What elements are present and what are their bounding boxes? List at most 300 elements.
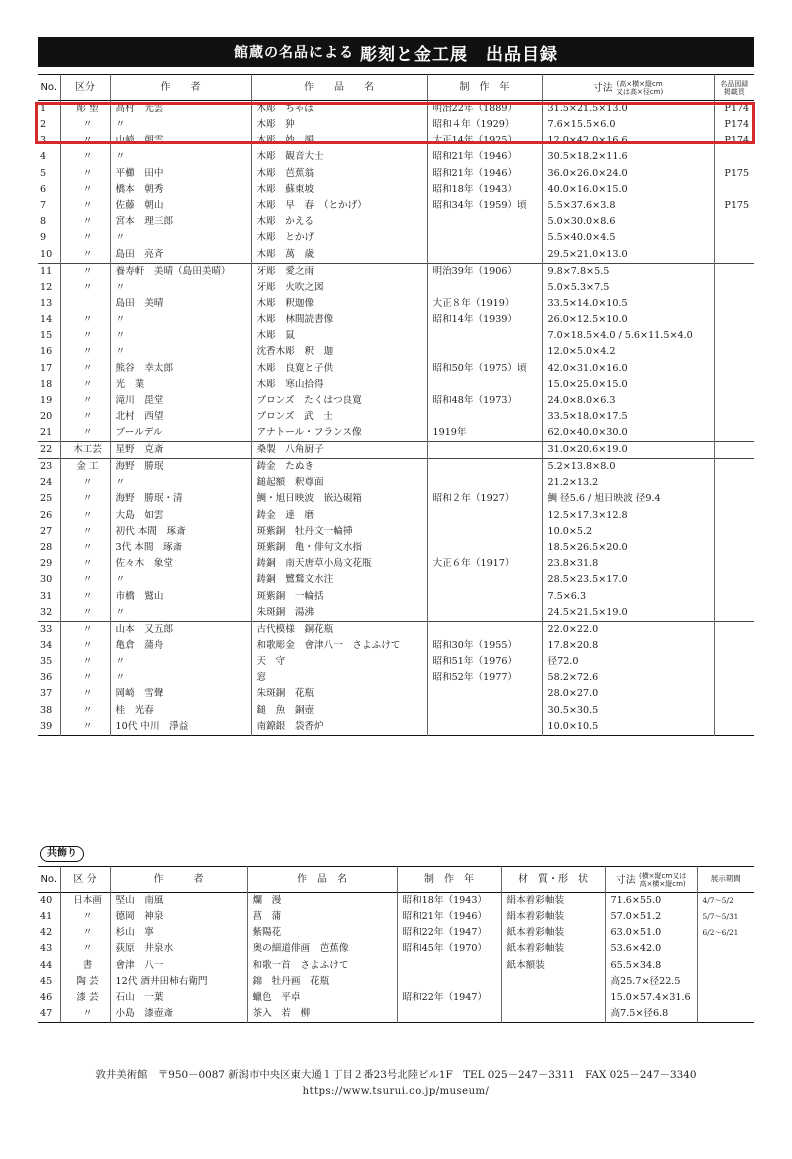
cell-no: 34 [40, 639, 53, 651]
cell-year: 昭和18年（1943） [427, 182, 542, 198]
cell-artist: 石山 一葉 [110, 990, 247, 1006]
cell-size: 40.0×16.0×15.0 [542, 182, 714, 198]
cell-artist: 佐藤 朝山 [110, 198, 251, 214]
cell-artist: 高村 光雲 [110, 101, 251, 118]
cell-artist: 島田 美晴 [110, 296, 251, 312]
cell-year [427, 280, 542, 296]
section-label-tomokazari: 共飾り [40, 846, 84, 862]
cell-no: 47 [40, 1008, 53, 1020]
cell-size: 12.0×42.0×16.6 [542, 133, 714, 149]
cell-kubun: 〃 [60, 1006, 110, 1023]
table-row [38, 393, 754, 409]
cell-material [501, 1006, 605, 1023]
cell-kubun: 〃 [60, 247, 110, 264]
table-row [38, 540, 754, 556]
cell-kubun: 〃 [60, 133, 110, 149]
cell-period: 4/7〜5/2 [697, 893, 754, 910]
cell-year [427, 508, 542, 524]
cell-year [397, 1006, 501, 1023]
cell-kubun: 〃 [60, 360, 110, 376]
header2-material: 材 質・形 状 [501, 867, 605, 893]
cell-artist: 〃 [110, 475, 251, 491]
cell-material [501, 990, 605, 1006]
header2-kubun: 区 分 [60, 867, 110, 893]
cell-work: アナトール・フランス像 [251, 425, 427, 442]
cell-page [714, 263, 754, 280]
cell-page: P174 [714, 117, 754, 133]
cell-work: 錦 牡丹画 花瓶 [247, 974, 397, 990]
cell-kubun: 〃 [60, 198, 110, 214]
table-row [38, 280, 754, 296]
cell-work: ブロンズ 武 士 [251, 409, 427, 425]
cell-no: 45 [40, 975, 53, 987]
cell-no: 21 [40, 427, 53, 439]
cell-page [714, 702, 754, 718]
cell-size: 高25.7×径22.5 [605, 974, 697, 990]
cell-year: 昭和14年（1939） [427, 312, 542, 328]
cell-work: 和歌彫金 會津八一 さよふけて [251, 638, 427, 654]
cell-material: 紙本着彩軸装 [501, 925, 605, 941]
cell-page [714, 360, 754, 376]
table-row [38, 247, 754, 264]
cell-artist: 島田 亮斉 [110, 247, 251, 264]
cell-work: 鋳金 達 磨 [251, 508, 427, 524]
cell-no: 35 [40, 655, 53, 667]
cell-year: 昭和21年（1946） [427, 166, 542, 182]
cell-work: 窓 [251, 670, 427, 686]
cell-no: 11 [38, 263, 60, 280]
cell-kubun: 〃 [60, 654, 110, 670]
cell-kubun: 〃 [60, 638, 110, 654]
cell-no: 28 [40, 542, 53, 554]
cell-kubun: 〃 [60, 719, 110, 736]
table-row [38, 909, 754, 925]
cell-no: 44 [40, 959, 53, 971]
table-row [38, 117, 754, 133]
cell-no: 10 [40, 248, 53, 260]
cell-no: 18 [40, 378, 53, 390]
cell-year [427, 247, 542, 264]
cell-page [714, 638, 754, 654]
table-row [38, 686, 754, 702]
cell-page [714, 670, 754, 686]
table-row [38, 589, 754, 605]
cell-period [697, 958, 754, 974]
banner-lead: 館蔵の名品による [234, 45, 354, 61]
cell-work: 木彫 ちゃぼ [251, 101, 427, 118]
header-work: 作 品 名 [251, 75, 427, 101]
cell-year [427, 475, 542, 491]
cell-year: 昭和22年（1947） [397, 990, 501, 1006]
cell-kubun: 〃 [60, 589, 110, 605]
table-row [38, 702, 754, 718]
cell-page [714, 572, 754, 588]
cell-artist: 〃 [110, 149, 251, 165]
cell-no: 31 [40, 590, 53, 602]
table-row [38, 230, 754, 246]
cell-no: 4 [40, 151, 47, 163]
cell-year [427, 459, 542, 476]
cell-no: 37 [40, 688, 53, 700]
cell-work: 木彫 良寛と子供 [251, 360, 427, 376]
accompanying-display-table [38, 866, 754, 1023]
table-row [38, 958, 754, 974]
table-row [38, 166, 754, 182]
table-header-row [38, 75, 754, 101]
cell-size: 22.0×22.0 [542, 621, 714, 638]
cell-artist: 市橋 鷲山 [110, 589, 251, 605]
cell-size: 7.5×6.3 [542, 589, 714, 605]
cell-year [427, 524, 542, 540]
cell-no: 26 [40, 509, 53, 521]
cell-size: 42.0×31.0×16.0 [542, 360, 714, 376]
cell-page: P174 [714, 133, 754, 149]
cell-page [714, 719, 754, 736]
cell-no: 38 [40, 704, 53, 716]
cell-year [427, 572, 542, 588]
cell-work: 斑紫銅 牡丹文一輪挿 [251, 524, 427, 540]
cell-no: 32 [40, 606, 53, 618]
cell-size: 30.5×18.2×11.6 [542, 149, 714, 165]
cell-work: 木彫 妙 韻 [251, 133, 427, 149]
cell-kubun: 〃 [60, 377, 110, 393]
cell-size: 58.2×72.6 [542, 670, 714, 686]
cell-year [427, 686, 542, 702]
header2-period: 展示期間 [697, 867, 754, 893]
table-row [38, 605, 754, 622]
table-row [38, 328, 754, 344]
cell-kubun: 書 [60, 958, 110, 974]
cell-no: 14 [40, 313, 53, 325]
cell-page [714, 442, 754, 459]
cell-period [697, 941, 754, 957]
table-row [38, 621, 754, 638]
cell-material: 絹本着彩軸装 [501, 909, 605, 925]
cell-work: 木彫 蘇東坡 [251, 182, 427, 198]
cell-no: 30 [40, 574, 53, 586]
cell-no: 5 [40, 167, 47, 179]
cell-no: 42 [40, 927, 53, 939]
cell-kubun: 〃 [60, 605, 110, 622]
cell-work: 牙彫 愛之雨 [251, 263, 427, 280]
cell-year: 昭和45年（1970） [397, 941, 501, 957]
cell-artist: 德岡 神泉 [110, 909, 247, 925]
cell-material: 紙本着彩軸装 [501, 941, 605, 957]
cell-year: 昭和18年（1943） [397, 893, 501, 910]
cell-kubun: 〃 [60, 686, 110, 702]
cell-artist: 小島 漆壺斎 [110, 1006, 247, 1023]
cell-year [427, 377, 542, 393]
cell-artist: 山本 又五郎 [110, 621, 251, 638]
cell-no: 41 [40, 911, 53, 923]
cell-year: 1919年 [427, 425, 542, 442]
cell-page [714, 182, 754, 198]
cell-artist: 荻原 井泉水 [110, 941, 247, 957]
table-row [38, 312, 754, 328]
cell-page [714, 149, 754, 165]
cell-no: 22 [38, 442, 60, 459]
cell-kubun: 〃 [60, 344, 110, 360]
cell-page [714, 280, 754, 296]
cell-artist: 堅山 南風 [110, 893, 247, 910]
cell-artist: 星野 克斎 [110, 442, 251, 459]
cell-period: 5/7〜5/31 [697, 909, 754, 925]
cell-page [714, 508, 754, 524]
cell-kubun: 〃 [60, 230, 110, 246]
table-row [38, 133, 754, 149]
header-page: 名品図録 掲載頁 [714, 75, 754, 101]
cell-kubun [60, 296, 110, 312]
cell-work: 木彫 芭蕉翁 [251, 166, 427, 182]
cell-page [714, 344, 754, 360]
cell-kubun: 〃 [60, 280, 110, 296]
cell-work: 木彫 とかげ [251, 230, 427, 246]
cell-page [714, 377, 754, 393]
cell-year: 昭和21年（1946） [397, 909, 501, 925]
cell-size: 5.5×40.0×4.5 [542, 230, 714, 246]
cell-year: 昭和22年（1947） [397, 925, 501, 941]
cell-artist: 北村 西望 [110, 409, 251, 425]
cell-year [397, 974, 501, 990]
cell-page [714, 312, 754, 328]
cell-work: 木彫 林間読書像 [251, 312, 427, 328]
header-year: 制 作 年 [427, 75, 542, 101]
cell-year [427, 621, 542, 638]
cell-period [697, 990, 754, 1006]
cell-kubun: 彫 塑 [60, 101, 110, 118]
cell-no: 6 [40, 183, 47, 195]
cell-year: 明治39年（1906） [427, 263, 542, 280]
table-row [38, 182, 754, 198]
cell-artist: 〃 [110, 230, 251, 246]
cell-no: 7 [40, 200, 47, 212]
cell-size: 29.5×21.0×13.0 [542, 247, 714, 264]
table-row [38, 214, 754, 230]
cell-page [714, 214, 754, 230]
cell-size: 33.5×18.0×17.5 [542, 409, 714, 425]
cell-work: 朱斑銅 湯沸 [251, 605, 427, 622]
cell-kubun: 〃 [60, 425, 110, 442]
cell-work: 木彫 狆 [251, 117, 427, 133]
cell-work: 紫陽花 [247, 925, 397, 941]
cell-year: 昭和30年（1955） [427, 638, 542, 654]
cell-year: 大正６年（1917） [427, 556, 542, 572]
cell-work: 沈香木彫 釈 迦 [251, 344, 427, 360]
cell-artist: 平櫛 田中 [110, 166, 251, 182]
cell-work: 鋳銅 鷺鶩文水注 [251, 572, 427, 588]
cell-size: 17.8×20.8 [542, 638, 714, 654]
cell-no: 36 [40, 672, 53, 684]
cell-year: 大正14年（1925） [427, 133, 542, 149]
table-row [38, 344, 754, 360]
cell-artist: 〃 [110, 344, 251, 360]
table-row [38, 941, 754, 957]
cell-material: 紙本額装 [501, 958, 605, 974]
cell-work: 菖 蒲 [247, 909, 397, 925]
cell-artist: 山崎 朝雲 [110, 133, 251, 149]
cell-year: 昭和52年（1977） [427, 670, 542, 686]
cell-work: 鯛・旭日映波 嵌込硯箱 [251, 491, 427, 507]
cell-year [427, 214, 542, 230]
cell-no: 25 [40, 493, 53, 505]
cell-artist: 12代 酒井田柿右衛門 [110, 974, 247, 990]
cell-artist: 〃 [110, 670, 251, 686]
cell-kubun: 〃 [60, 263, 110, 280]
cell-size: 26.0×12.5×10.0 [542, 312, 714, 328]
cell-size: 28.0×27.0 [542, 686, 714, 702]
cell-artist: 亀倉 蒲舟 [110, 638, 251, 654]
cell-artist: 佐々木 象堂 [110, 556, 251, 572]
cell-kubun: 〃 [60, 941, 110, 957]
table-row [38, 572, 754, 588]
cell-year: 昭和４年（1929） [427, 117, 542, 133]
cell-page [714, 230, 754, 246]
cell-work: 奥の細道俳画 芭蕉像 [247, 941, 397, 957]
cell-page [714, 686, 754, 702]
cell-size: 15.0×57.4×31.6 [605, 990, 697, 1006]
cell-size: 31.0×20.6×19.0 [542, 442, 714, 459]
cell-kubun: 〃 [60, 312, 110, 328]
footer-url[interactable]: https://www.tsurui.co.jp/museum/ [302, 1086, 490, 1097]
cell-page: P175 [714, 166, 754, 182]
cell-work: 桑製 八角厨子 [251, 442, 427, 459]
cell-size: 7.6×15.5×6.0 [542, 117, 714, 133]
header2-work: 作 品 名 [247, 867, 397, 893]
cell-artist: 〃 [110, 312, 251, 328]
cell-artist: 杉山 寧 [110, 925, 247, 941]
cell-no: 13 [40, 297, 53, 309]
cell-period [697, 974, 754, 990]
header-kubun: 区分 [60, 75, 110, 101]
cell-size: 71.6×55.0 [605, 893, 697, 910]
cell-year: 昭和21年（1946） [427, 149, 542, 165]
cell-no: 15 [40, 330, 53, 342]
table-row [38, 524, 754, 540]
cell-year: 昭和48年（1973） [427, 393, 542, 409]
cell-year: 昭和51年（1976） [427, 654, 542, 670]
cell-work: 牙彫 火吹之図 [251, 280, 427, 296]
cell-no: 8 [40, 216, 47, 228]
table-row [38, 360, 754, 376]
cell-kubun: 〃 [60, 491, 110, 507]
cell-period [697, 1006, 754, 1023]
cell-material [501, 974, 605, 990]
cell-kubun: 〃 [60, 556, 110, 572]
cell-artist: 熊谷 幸太郎 [110, 360, 251, 376]
cell-artist: 岡崎 雪聲 [110, 686, 251, 702]
cell-artist: 〃 [110, 328, 251, 344]
cell-kubun: 〃 [60, 572, 110, 588]
cell-size: 62.0×40.0×30.0 [542, 425, 714, 442]
cell-kubun: 〃 [60, 670, 110, 686]
cell-year [427, 442, 542, 459]
cell-year: 昭和50年（1975）頃 [427, 360, 542, 376]
cell-work: 天 守 [251, 654, 427, 670]
cell-kubun: 漆 芸 [60, 990, 110, 1006]
cell-artist: 3代 本間 琢斎 [110, 540, 251, 556]
table-row [38, 198, 754, 214]
cell-size: 10.0×10.5 [542, 719, 714, 736]
cell-size: 鯛 径5.6 / 旭日映波 径9.4 [542, 491, 714, 507]
cell-size: 5.0×30.0×8.6 [542, 214, 714, 230]
cell-year: 昭和34年（1959）頃 [427, 198, 542, 214]
cell-year: 明治22年（1889） [427, 101, 542, 118]
cell-year [427, 540, 542, 556]
exhibit-list-table [38, 74, 754, 736]
cell-size: 24.5×21.5×19.0 [542, 605, 714, 622]
cell-year [427, 230, 542, 246]
cell-artist: 海野 勝珉 [110, 459, 251, 476]
cell-year: 昭和２年（1927） [427, 491, 542, 507]
cell-work: 茶入 若 柳 [247, 1006, 397, 1023]
cell-no: 43 [40, 943, 53, 955]
catalog-banner [38, 37, 754, 67]
cell-artist: ブールデル [110, 425, 251, 442]
cell-kubun: 〃 [60, 540, 110, 556]
table-row [38, 508, 754, 524]
cell-size: 12.0×5.0×4.2 [542, 344, 714, 360]
table-row [38, 670, 754, 686]
header-size: 寸法 (高×横×縦cm 又は高×径cm) [542, 75, 714, 101]
cell-work: 南鐐銀 袋香炉 [251, 719, 427, 736]
cell-kubun: 〃 [60, 214, 110, 230]
cell-no: 12 [40, 281, 53, 293]
cell-no: 2 [40, 119, 47, 131]
cell-kubun: 日本画 [60, 893, 110, 910]
cell-page [714, 247, 754, 264]
cell-size: 5.0×5.3×7.5 [542, 280, 714, 296]
cell-no: 19 [40, 394, 53, 406]
cell-size: 30.5×30.5 [542, 702, 714, 718]
cell-no: 46 [40, 992, 53, 1004]
header2-no: No. [40, 873, 58, 885]
table2-header-row [38, 867, 754, 893]
cell-work: 朱斑銅 花瓶 [251, 686, 427, 702]
table-row [38, 893, 754, 910]
cell-no: 39 [40, 720, 53, 732]
cell-size: 28.5×23.5×17.0 [542, 572, 714, 588]
cell-kubun: 〃 [60, 925, 110, 941]
table-row [38, 556, 754, 572]
cell-work: 鎚起額 釈尊面 [251, 475, 427, 491]
cell-artist: 10代 中川 淨益 [110, 719, 251, 736]
cell-artist: 海野 勝珉・清 [110, 491, 251, 507]
cell-artist: 養寿軒 美晴（島田美晴） [110, 263, 251, 280]
header-artist: 作 者 [110, 75, 251, 101]
cell-page [714, 524, 754, 540]
table-row [38, 654, 754, 670]
cell-work: 斑紫銅 亀・俳句文水指 [251, 540, 427, 556]
cell-work: ブロンズ たくはつ良寛 [251, 393, 427, 409]
table-row [38, 459, 754, 476]
cell-artist: 大島 如雲 [110, 508, 251, 524]
cell-page: P174 [714, 101, 754, 118]
cell-year [427, 719, 542, 736]
table-row [38, 974, 754, 990]
table-row [38, 719, 754, 736]
cell-work: 木彫 釈迦像 [251, 296, 427, 312]
header2-artist: 作 者 [110, 867, 247, 893]
cell-size: 53.6×42.0 [605, 941, 697, 957]
cell-work: 鋳金 たぬき [251, 459, 427, 476]
cell-artist: 〃 [110, 605, 251, 622]
cell-artist: 〃 [110, 280, 251, 296]
cell-size: 10.0×5.2 [542, 524, 714, 540]
cell-year: 大正８年（1919） [427, 296, 542, 312]
cell-page: P175 [714, 198, 754, 214]
cell-kubun: 〃 [60, 149, 110, 165]
cell-page [714, 556, 754, 572]
